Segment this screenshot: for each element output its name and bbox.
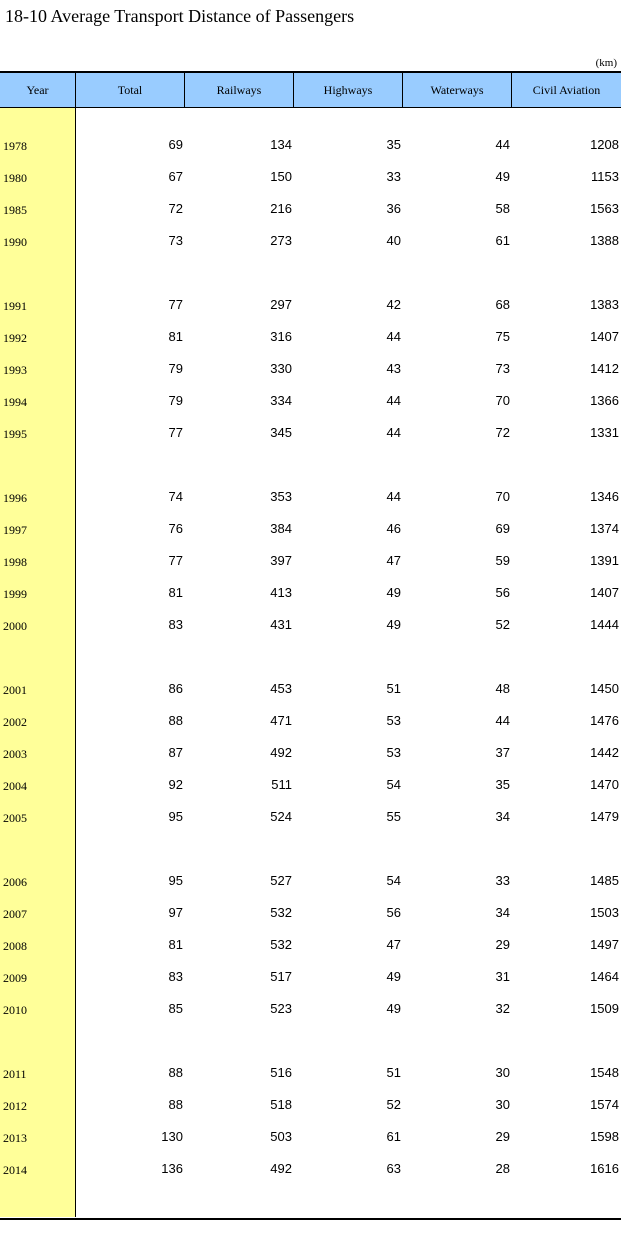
- header-railways: Railways: [185, 73, 294, 107]
- value-cell: 1548: [590, 1064, 619, 1080]
- value-cell: 1383: [590, 296, 619, 312]
- value-cell: 1450: [590, 680, 619, 696]
- table-body: [0, 108, 621, 1220]
- value-cell: 53: [386, 744, 401, 760]
- value-cell: 1497: [590, 936, 619, 952]
- value-cell: 130: [161, 1128, 183, 1144]
- value-cell: 74: [168, 488, 183, 504]
- table-row: [0, 800, 621, 832]
- year-cell: 1999: [3, 586, 27, 601]
- year-cell: 2009: [3, 970, 27, 985]
- table-row: [0, 352, 621, 384]
- value-cell: 511: [271, 776, 292, 792]
- value-cell: 29: [495, 1128, 510, 1144]
- table-row: [0, 224, 621, 256]
- year-cell: 1980: [3, 170, 27, 185]
- value-cell: 492: [270, 1160, 292, 1176]
- year-cell: 1992: [3, 330, 27, 345]
- unit-label: (km): [595, 57, 617, 69]
- value-cell: 54: [386, 872, 401, 888]
- year-column-background: [0, 108, 76, 1217]
- value-cell: 453: [270, 680, 292, 696]
- value-cell: 1464: [590, 968, 619, 984]
- value-cell: 37: [495, 744, 510, 760]
- value-cell: 1412: [590, 360, 619, 376]
- value-cell: 73: [495, 360, 510, 376]
- year-cell: 2007: [3, 906, 27, 921]
- value-cell: 1574: [590, 1096, 619, 1112]
- value-cell: 43: [386, 360, 401, 376]
- value-cell: 35: [495, 776, 510, 792]
- year-cell: 1995: [3, 426, 27, 441]
- year-cell: 1990: [3, 234, 27, 249]
- value-cell: 136: [161, 1160, 183, 1176]
- year-cell: 1996: [3, 490, 27, 505]
- value-cell: 81: [168, 584, 183, 600]
- value-cell: 518: [270, 1096, 292, 1112]
- year-cell: 1997: [3, 522, 27, 537]
- value-cell: 88: [168, 712, 183, 728]
- value-cell: 56: [495, 584, 510, 600]
- value-cell: 72: [168, 200, 183, 216]
- year-cell: 1991: [3, 298, 27, 313]
- table-row: [0, 192, 621, 224]
- value-cell: 316: [270, 328, 292, 344]
- table-row: [0, 768, 621, 800]
- value-cell: 81: [168, 328, 183, 344]
- year-cell: 2010: [3, 1002, 27, 1017]
- table-row: [0, 736, 621, 768]
- value-cell: 44: [386, 424, 401, 440]
- page-title: 18-10 Average Transport Distance of Passengers: [5, 6, 355, 26]
- value-cell: 532: [270, 936, 292, 952]
- value-cell: 77: [168, 424, 183, 440]
- value-cell: 334: [270, 392, 292, 408]
- table-row: [0, 896, 621, 928]
- value-cell: 1503: [590, 904, 619, 920]
- year-cell: 2013: [3, 1130, 27, 1145]
- value-cell: 1479: [590, 808, 619, 824]
- table-row: [0, 672, 621, 704]
- header-total: Total: [76, 73, 185, 107]
- table-row: [0, 1152, 621, 1184]
- value-cell: 1331: [590, 424, 619, 440]
- value-cell: 1208: [590, 136, 619, 152]
- table-row: [0, 128, 621, 160]
- year-cell: 2005: [3, 810, 27, 825]
- value-cell: 216: [270, 200, 292, 216]
- value-cell: 532: [270, 904, 292, 920]
- value-cell: 35: [386, 136, 401, 152]
- value-cell: 79: [168, 360, 183, 376]
- value-cell: 1563: [590, 200, 619, 216]
- value-cell: 524: [270, 808, 292, 824]
- value-cell: 33: [386, 168, 401, 184]
- value-cell: 1476: [590, 712, 619, 728]
- value-cell: 30: [495, 1096, 510, 1112]
- value-cell: 61: [495, 232, 510, 248]
- value-cell: 56: [386, 904, 401, 920]
- header-highways: Highways: [294, 73, 403, 107]
- table-row: [0, 480, 621, 512]
- value-cell: 59: [495, 552, 510, 568]
- table-row: [0, 928, 621, 960]
- value-cell: 492: [270, 744, 292, 760]
- table-row: [0, 544, 621, 576]
- value-cell: 67: [168, 168, 183, 184]
- value-cell: 44: [495, 712, 510, 728]
- value-cell: 31: [495, 968, 510, 984]
- value-cell: 44: [495, 136, 510, 152]
- year-cell: 1994: [3, 394, 27, 409]
- year-cell: 2003: [3, 746, 27, 761]
- value-cell: 516: [270, 1064, 292, 1080]
- value-cell: 72: [495, 424, 510, 440]
- value-cell: 49: [386, 968, 401, 984]
- table-row: [0, 992, 621, 1024]
- value-cell: 83: [168, 616, 183, 632]
- value-cell: 77: [168, 296, 183, 312]
- value-cell: 1509: [590, 1000, 619, 1016]
- value-cell: 95: [168, 872, 183, 888]
- value-cell: 83: [168, 968, 183, 984]
- value-cell: 1391: [590, 552, 619, 568]
- year-cell: 2014: [3, 1162, 27, 1177]
- header-civil-aviation: Civil Aviation: [532, 82, 601, 97]
- value-cell: 1485: [590, 872, 619, 888]
- table-row: [0, 864, 621, 896]
- value-cell: 36: [386, 200, 401, 216]
- value-cell: 397: [270, 552, 292, 568]
- value-cell: 86: [168, 680, 183, 696]
- value-cell: 47: [386, 936, 401, 952]
- year-cell: 1998: [3, 554, 27, 569]
- value-cell: 95: [168, 808, 183, 824]
- year-cell: 2002: [3, 714, 27, 729]
- table-row: [0, 416, 621, 448]
- value-cell: 85: [168, 1000, 183, 1016]
- value-cell: 61: [386, 1128, 401, 1144]
- value-cell: 44: [386, 328, 401, 344]
- year-cell: 2004: [3, 778, 27, 793]
- table-row: [0, 1088, 621, 1120]
- table-row: [0, 1120, 621, 1152]
- value-cell: 471: [270, 712, 292, 728]
- value-cell: 34: [495, 904, 510, 920]
- value-cell: 70: [495, 488, 510, 504]
- value-cell: 1366: [590, 392, 619, 408]
- table-row: [0, 512, 621, 544]
- year-cell: 2001: [3, 682, 27, 697]
- table-header: [0, 71, 621, 108]
- value-cell: 33: [495, 872, 510, 888]
- table-row: [0, 384, 621, 416]
- value-cell: 431: [270, 616, 292, 632]
- value-cell: 150: [270, 168, 292, 184]
- value-cell: 70: [495, 392, 510, 408]
- value-cell: 75: [495, 328, 510, 344]
- value-cell: 503: [270, 1128, 292, 1144]
- header-year: Year: [0, 73, 76, 107]
- value-cell: 51: [386, 680, 401, 696]
- year-cell: 1978: [3, 138, 27, 153]
- value-cell: 53: [386, 712, 401, 728]
- value-cell: 34: [495, 808, 510, 824]
- table-row: [0, 288, 621, 320]
- value-cell: 87: [168, 744, 183, 760]
- value-cell: 1444: [590, 616, 619, 632]
- value-cell: 73: [168, 232, 183, 248]
- value-cell: 49: [495, 168, 510, 184]
- value-cell: 92: [168, 776, 183, 792]
- value-cell: 523: [270, 1000, 292, 1016]
- header-waterways: Waterways: [403, 73, 512, 107]
- value-cell: 1470: [590, 776, 619, 792]
- value-cell: 413: [270, 584, 292, 600]
- value-cell: 32: [495, 1000, 510, 1016]
- value-cell: 297: [270, 296, 292, 312]
- table-row: [0, 320, 621, 352]
- value-cell: 69: [495, 520, 510, 536]
- value-cell: 1388: [590, 232, 619, 248]
- value-cell: 54: [386, 776, 401, 792]
- data-table: [0, 71, 621, 1220]
- value-cell: 1407: [590, 584, 619, 600]
- year-cell: 2000: [3, 618, 27, 633]
- table-row: [0, 960, 621, 992]
- table-row: [0, 160, 621, 192]
- value-cell: 1374: [590, 520, 619, 536]
- year-cell: 2012: [3, 1098, 27, 1113]
- table-row: [0, 608, 621, 640]
- value-cell: 345: [270, 424, 292, 440]
- value-cell: 52: [386, 1096, 401, 1112]
- value-cell: 30: [495, 1064, 510, 1080]
- value-cell: 134: [270, 136, 292, 152]
- year-cell: 2011: [3, 1066, 27, 1081]
- value-cell: 88: [168, 1096, 183, 1112]
- value-cell: 1407: [590, 328, 619, 344]
- year-cell: 2006: [3, 874, 27, 889]
- value-cell: 517: [270, 968, 292, 984]
- year-cell: 1993: [3, 362, 27, 377]
- value-cell: 51: [386, 1064, 401, 1080]
- value-cell: 47: [386, 552, 401, 568]
- value-cell: 49: [386, 616, 401, 632]
- table-row: [0, 704, 621, 736]
- value-cell: 1346: [590, 488, 619, 504]
- value-cell: 77: [168, 552, 183, 568]
- value-cell: 28: [495, 1160, 510, 1176]
- value-cell: 52: [495, 616, 510, 632]
- value-cell: 29: [495, 936, 510, 952]
- year-cell: 1985: [3, 202, 27, 217]
- value-cell: 68: [495, 296, 510, 312]
- value-cell: 97: [168, 904, 183, 920]
- value-cell: 273: [270, 232, 292, 248]
- table-row: [0, 576, 621, 608]
- value-cell: 1616: [590, 1160, 619, 1176]
- value-cell: 49: [386, 1000, 401, 1016]
- value-cell: 58: [495, 200, 510, 216]
- value-cell: 384: [270, 520, 292, 536]
- value-cell: 46: [386, 520, 401, 536]
- value-cell: 353: [270, 488, 292, 504]
- value-cell: 88: [168, 1064, 183, 1080]
- value-cell: 79: [168, 392, 183, 408]
- value-cell: 44: [386, 488, 401, 504]
- value-cell: 55: [386, 808, 401, 824]
- year-cell: 2008: [3, 938, 27, 953]
- value-cell: 42: [386, 296, 401, 312]
- value-cell: 49: [386, 584, 401, 600]
- value-cell: 44: [386, 392, 401, 408]
- value-cell: 48: [495, 680, 510, 696]
- value-cell: 527: [270, 872, 292, 888]
- value-cell: 63: [386, 1160, 401, 1176]
- value-cell: 330: [270, 360, 292, 376]
- value-cell: 81: [168, 936, 183, 952]
- value-cell: 40: [386, 232, 401, 248]
- value-cell: 1442: [590, 744, 619, 760]
- table-row: [0, 1056, 621, 1088]
- value-cell: 1153: [591, 168, 619, 184]
- value-cell: 1598: [590, 1128, 619, 1144]
- value-cell: 69: [168, 136, 183, 152]
- value-cell: 76: [168, 520, 183, 536]
